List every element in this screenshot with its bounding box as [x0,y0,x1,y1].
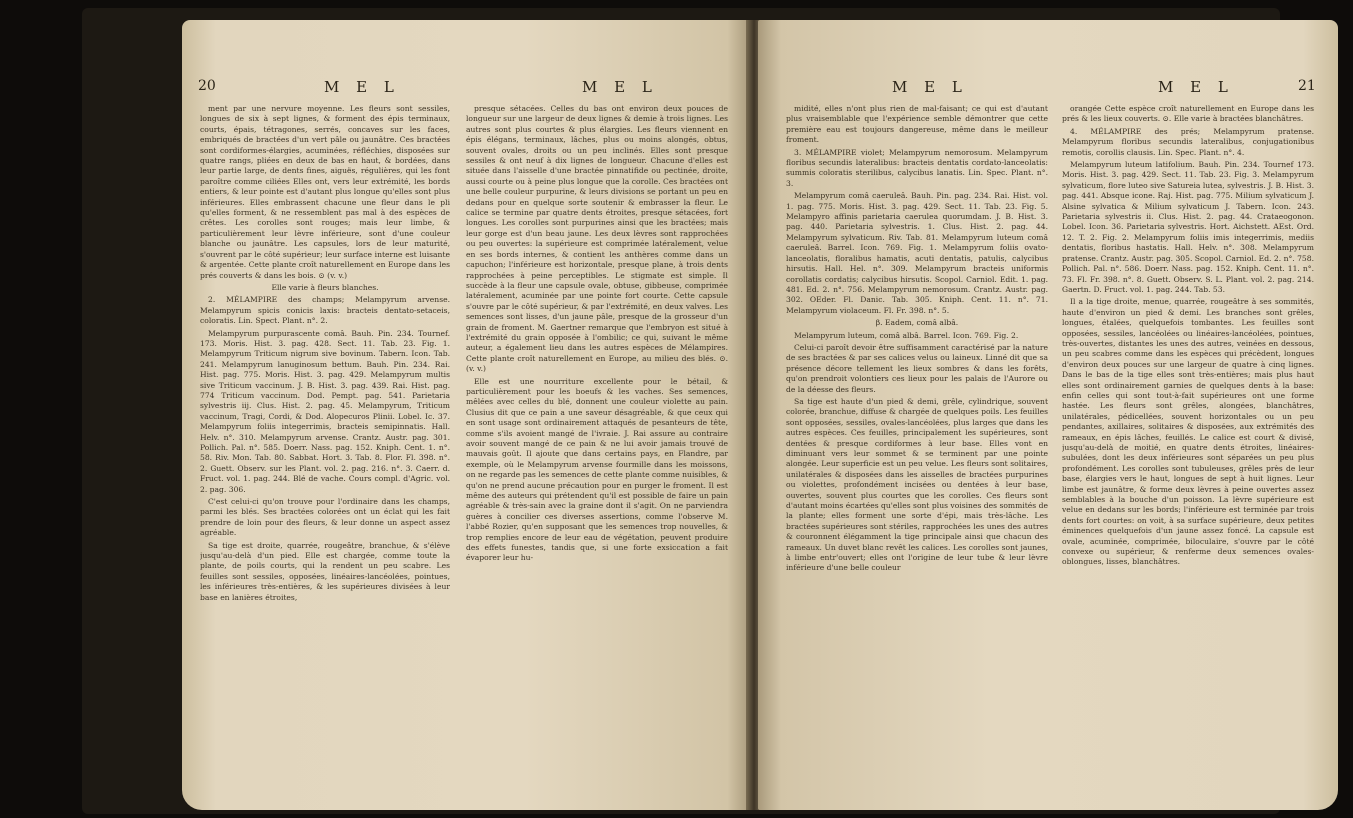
paragraph: Melampyrum luteum latifolium. Bauh. Pin. 234. Tournef 173. Moris. Hist. 3. pag. 429. Sect. 11. Tab. 23. Fig. 3. Melampyrum sylvaticum, flore luteo sive Satureia lutea, sylvestris. J. B. Hist. 3. pag. 441. Absque icone. Raj. Hist. pag. 775. Milium sylvaticum J. Alsine sylvatica & Milium sylvaticum J. Tabern. Icon. 243. Parietaria sylvestris ii. Clus. Hist. 2. pag. 44. Crataeogonon. Lobel. Icon. 36. Parietaria sylvestris. Hort. Aichstett. AEst. Ord. 12. T. 2. Fig. 2. Melampyrum foliis imis integerrimis, mediis dentatis, floribus hastatis. Hall. Helv. n°. 308. Melampyrum pratense. Crantz. Austr. pag. 305. Scopol. Carniol. Ed. 2. n°. 758. Pollich. Pal. n°. 586. Doerr. Nass. pag. 152. Kniph. Cent. 11. n°. 73. Fl. Fr. 398. n°. 8. Guett. Observ. S. L. Plant. vol. 2. pag. 214. Gaertn. D. Fruct. vol. 1. pag. 244. Tab. 53. [1062,160,1314,294]
paragraph: Melampyrum comâ caeruleâ. Bauh. Pin. pag. 234. Rai. Hist. vol. 1. pag. 775. Moris. Hist. 3. pag. 429. Sect. 11. Tab. 23. Fig. 5. Melampyro affinis parietaria caerulea quorumdam. J. B. Hist. 3. pag. 440. Parietaria sylvestris. 1. Clus. Hist. 2. pag. 44. Melampyrum sylvaticum. Riv. Tab. 81. Melampyrum luteum comâ caeruleâ. Barrel. Icon. 769. Fig. 1. Melampyrum foliis ovato-lanceolatis, floralibus hamatis, acuti dentatis, patulis, calycibus hirsutis. Hall. Hel. n°. 309. Melampyrum bracteis uniformis corollatis cordatis; calycibus hirsutis. Scopol. Carniol. Edit. 1. pag. 481. Ed. 2. n°. 756. Melampyrum nemorosum. Crantz. Austr. pag. 302. OEder. Fl. Danic. Tab. 305. Kniph. Cent. 11. n°. 71. Melampyrum violaceum. Fl. Fr. 398. n°. 5. [786,191,1048,315]
right-page [758,20,1338,810]
right-page-column-2 [1062,104,1314,804]
left-head-title-1: M E L [324,78,400,96]
left-page [182,20,750,810]
left-page-number: 20 [198,78,216,94]
paragraph: Sa tige est droite, quarrée, rougeâtre, branchue, & s'élève jusqu'au-delà d'un pied. Elle est chargée, comme toute la plante, de poils courts, qui la rendent un peu scabre. Les feuilles sont sessiles, opposées, linéaires-lancéolées, pointues, les inférieures très-entières, & les supérieures divisées à leur base en lanières étroites, [200,540,450,602]
open-book [82,8,1316,814]
paragraph: ment par une nervure moyenne. Les fleurs sont sessiles, longues de six à sept lignes, & forment des épis terminaux, courts, épais, tétragones, serrés, concaves sur les faces, embriqués de bractées d'un vert pâle ou jaunâtre. Ces bractées sont cordiformes-élargies, acuminées, réfléchies, disposées sur quatre rangs, pliées en deux de bas en haut, & bordées, dans leur partie large, de dents fines, aiguës, régulières, qui les font paroître comme ciliées Elles ont, vers leur extrémité, les bords entiers, & leur pointe est d'autant plus longue qu'elles sont plus inférieures. Elles embrassent chacune une fleur dans le pli qu'elles forment, & ne ressemblent pas mal à des espèces de crêtes. Les corolles sont rouges; mais leur limbe, & particulièrement leur lèvre inférieure, sont d'une couleur blanche ou jaunâtre. Les capsules, lors de leur maturité, s'ouvrent par le côté supérieur; leur surface interne est luisante & argentée. Cette plante croît naturellement en Europe dans les prés couverts & dans les bois. ⊙ (v. v.) [200,104,450,280]
paragraph: Elle varie à fleurs blanches. [271,282,379,292]
left-head-title-2: M E L [582,78,658,96]
paragraph: midité, elles n'ont plus rien de mal-faisant; ce qui est d'autant plus vraisemblable que l'expérience semble démontrer que cette première eau est toujours dangereuse, même dans le meilleur froment. [786,104,1048,145]
left-page-column-2 [466,104,728,804]
paragraph: β. Eadem, comâ albâ. [875,318,959,328]
right-page-column-1 [786,104,1048,804]
paragraph: Celui-ci paroît devoir être suffisamment caractérisé par la nature de ses bractées & par ses calices velus ou laineux. Linné dit que sa présence décore tellement les lieux sombres & dans les forêts, qu'on prendroit volontiers ces lieux pour les palais de l'Aurore ou de la déesse des fleurs. [786,342,1048,394]
paragraph: 3. MÉLAMPIRE violet; Melampyrum nemorosum. Melampyrum floribus secundis lateralibus: bracteis dentatis cordato-lanceolatis: summis coloratis sterilibus, calycibus lanatis. Lin. Spec. Plant. n°. 3. [786,147,1048,188]
paragraph: 2. MÉLAMPIRE des champs; Melampyrum arvense. Melampyrum spicis conicis laxis: bracteis dentato-setaceis, coloratis. Lin. Spect. Plant. n°. 2. [200,295,450,326]
paragraph: Melampyrum purpurascente comâ. Bauh. Pin. 234. Tournef. 173. Moris. Hist. 3. pag. 428. Sect. 11. Tab. 23. Fig. 1. Melampyrum Triticum nigrum sive bovinum. Tabern. Icon. Tab. 241. Melampyrum lanuginosum bettum. Bauh. Pin. 234. Rai. Hist. pag. 775. Moris. Hist. 3. pag. 429. Melampyrum multis sive Triticum vaccinum. J. B. Hist. 3. pag. 439. Rai. Hist. pag. 774 Triticum vaccinum. Dod. Pempt. pag. 541. Parietaria sylvestris iij. Clus. Hist. 2. pag. 45. Melampyrum, Triticum vaccinum, Tragi, Cordi, & Dod. Alopecuros Plinii. Lobel. Ic. 37. Melampyrum foliis integerrimis, bracteis semipinnatis. Hall. Helv. n°. 310. Melampyrum arvense. Crantz. Austr. pag. 301. Pollich. Pal. n°. 585. Doerr. Nass. pag. 152. Kniph. Cent. 1. n°. 58. Riv. Mon. Tab. 80. Sabbat. Hort. 3. Tab. 8. Flor. Fl. 398. n°. 2. Guett. Observ. sur les Plant. vol. 2. pag. 216. n°. 3. Caerr. d. Fruct. vol. 1. pag. 244. Blé de vache. Cours compl. d'Agric. vol. 2. pag. 306. [200,328,450,494]
right-head-title-1: M E L [892,78,968,96]
right-page-number: 21 [1298,78,1316,94]
left-page-column-1 [200,104,450,804]
left-running-head [182,78,750,102]
paragraph: C'est celui-ci qu'on trouve pour l'ordinaire dans les champs, parmi les blés. Ses bractées colorées ont un éclat qui les fait prendre de loin pour des fleurs, & leur donne un aspect assez agréable. [200,497,450,538]
paragraph: Il a la tige droite, menue, quarrée, rougeâtre à ses sommités, haute d'environ un pied & demi. Les branches sont grêles, longues, étalées, quelquefois tombantes. Les feuilles sont opposées, sessiles, lancéolées ou linéaires-lancéolées, pointues, très-ouvertes, distantes les unes des autres, veinées en dessous, un peu scabres comme dans les espèces qui précèdent, longues d'environ deux pouces sur une largeur de quatre à cinq lignes. Dans le bas de la tige elles sont très-entières; mais plus haut elles sont ordinairement garnies de quelques dents à la base: enfin celles qui sont tout-à-fait supérieures ont une forme hastée. Les fleurs sont grêles, alongées, blanchâtres, unilatérales, pédicellées, souvent horizontales ou un peu pendantes, axillaires, solitaires & disposées, aux extrémités des rameaux, en épis lâches, feuillés. Le calice est court & divisé, jusqu'au-delà de moitié, en quatre dents étroites, linéaires-subulées, dont les deux inférieures sont séparées un peu plus profondément. Les corolles sont tubuleuses, grêles près de leur base, élargies vers le haut, longues de sept à huit lignes. Leur limbe est jaunâtre, & forme deux lèvres à peine ouvertes assez semblables à la bouche d'un poisson. La lèvre supérieure est velue en dedans sur les bords; l'inférieure est terminée par trois dents fort courtes: on voit, à sa surface supérieure, deux petites éminences quelquefois d'un jaune assez foncé. La capsule est ovale, acuminée, comprimée, biloculaire, s'ouvre par le côté convexe ou supérieur, & renferme deux semences ovales-oblongues, lisses, blanchâtres. [1062,297,1314,567]
paragraph: Elle est une nourriture excellente pour le bétail, & particulièrement pour les boeufs & les vaches. Ses semences, mêlées avec celles du blé, donnent une couleur violette au pain. Clusius dit que ce pain a une saveur désagréable, & que ceux qui en sont usage sont ordinairement attaqués de pesanteurs de tête, comme s'ils avoient mangé de l'ivraie. J. Rai assure au contraire avoir souvent mangé de ce pain & ne lui avoir jamais trouvé de mauvais goût. Il ajoute que dans certains pays, en Flandre, par exemple, où le Melampyrum arvense fourmille dans les moissons, on ne regarde pas les semences de cette plante comme nuisibles, & qu'on ne prend aucune précaution pour en purger le froment. Il est même des auteurs qui prétendent qu'il est possible de faire un pain agréable & très-sain avec la graine dont il s'agit. On ne parviendra guères à concilier ces diverses assertions, comme l'observe M. l'abbé Rozier, qu'en supposant que les semences trop nouvelles, & trop remplies encore de leur eau de végétation, peuvent produire des effets funestes, tandis que, si une forte exsiccation a fait évaporer leur hu- [466,376,728,563]
paragraph: presque sétacées. Celles du bas ont environ deux pouces de longueur sur une largeur de deux lignes & demie à trois lignes. Les autres sont plus courtes & plus élargies. Les fleurs viennent en épis élégans, terminaux, lâches, plus ou moins alongés, obtus, souvent ovales, droits ou un peu inclinés. Elles sont presque sessiles & ont neuf à dix lignes de longueur. Chacune d'elles est située dans l'aisselle d'une bractée pinnatifide ou pectinée, droite, aussi courte ou à peine plus longue que la corolle. Ces bractées ont une belle couleur purpurine, & leurs divisions se portant un peu en dedans pour en quelque sorte soutenir & embrasser la fleur. Le calice se termine par quatre dents étroites, presque sétacées, fort longues. Les corolles sont purpurines ainsi que les bractées; mais leur gorge est d'un beau jaune. Les deux lèvres sont rapprochées ou peu ouvertes: la supérieure est comprimée latéralement, velue en ses bords internes, & contient les anthères comme dans un capuchon; l'inférieure est horizontale, presque plane, à trois dents rapprochées à peine perceptibles. Le stigmate est simple. Il succède à la fleur une capsule ovale, obtuse, gibbeuse, comprimée latéralement, acuminée par une pointe fort courte. Cette capsule s'ouvre par le côté supérieur, & par l'extrémité, en deux valves. Les semences sont lisses, d'un jaune pâle, presque de la grosseur d'un grain de froment. M. Gaertner remarque que l'embryon est situé à l'extrémité du grain opposée à l'ombilic; ce qui, suivant le même auteur, a également lieu dans les autres espèces de Mélampires. Cette plante croît naturellement en Europe, au milieu des blés. ⊙. (v. v.) [466,104,728,374]
paragraph: orangée Cette espèce croît naturellement en Europe dans les prés & les lieux couverts. ⊙. Elle varie à bractées blanchâtres. [1062,104,1314,124]
paragraph: Sa tige est haute d'un pied & demi, grêle, cylindrique, souvent colorée, branchue, diffuse & chargée de quelques poils. Les feuilles sont opposées, sessiles, ovales-lancéolées, plus larges que dans les autres espèces. Ces feuilles, principalement les supérieures, sont dentées & presque cordiformes à leur base. Elles vont en diminuant vers leur sommet & se terminent par une pointe alongée. Leur superficie est un peu velue. Les fleurs sont solitaires, unilatérales & disposées dans les aisselles de bractées purpurines ou violettes, profondément incisées ou dentées à leur base, ouvertes, souvent plus courtes que les corolles. Ces fleurs sont d'autant moins écartées qu'elles sont plus voisines des sommités de la plante; elles forment une sorte d'épi, mais très-lâche. Les bractées supérieures sont stériles, rapprochées les unes des autres & couronnent élégamment la tige principale ainsi que chacun des rameaux. Un duvet blanc revêt les calices. Les corolles sont jaunes, à limbe entr'ouvert; elles ont l'origine de leur tube & leur lèvre inférieure d'une belle couleur [786,396,1048,573]
right-head-title-2: M E L [1158,78,1234,96]
paragraph: 4. MÉLAMPIRE des prés; Melampyrum pratense. Melampyrum floribus secundis lateralibus, conjugationibus remotis, corollis clausis. Lin. Spec. Plant. n°. 4. [1062,126,1314,157]
paragraph: Melampyrum luteum, comâ albâ. Barrel. Icon. 769. Fig. 2. [794,330,1019,340]
right-running-head [758,78,1338,102]
